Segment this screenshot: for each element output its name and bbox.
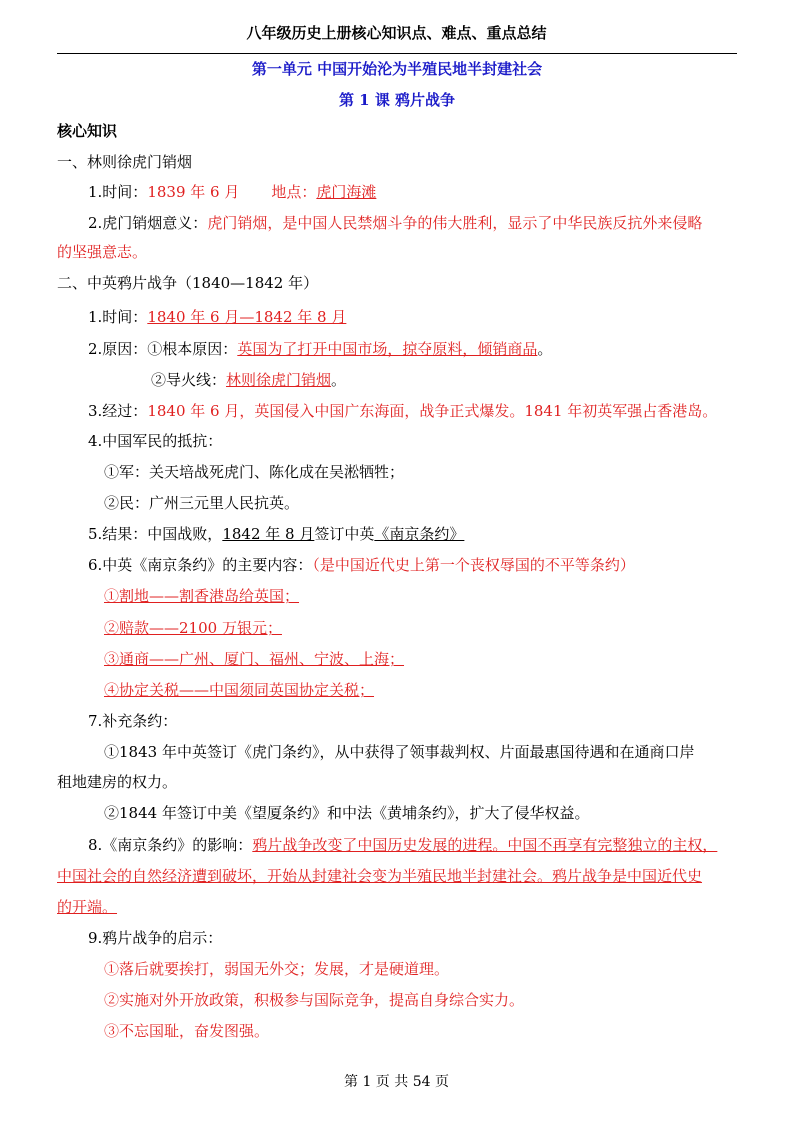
lesson-item-3: ③不忘国耻，奋发图强。 (104, 1022, 270, 1040)
part1-meaning-value-b: 的坚强意志。 (57, 243, 148, 261)
part2-cause-label: 2.原因：①根本原因： (88, 340, 238, 358)
part2-resist-people: ②民：广州三元里人民抗英。 (104, 494, 300, 512)
part1-meaning-label: 2.虎门销烟意义： (88, 214, 208, 232)
part2-result-label: 5.结果：中国战败， (88, 525, 223, 543)
part2-resist-army: ①军：关天培战死虎门、陈化成在吴淞牺牲； (104, 463, 405, 481)
part1-place-label: 地点： (271, 183, 317, 201)
part2-time-line (88, 306, 346, 328)
content-item-3: ③通商——广州、厦门、福州、宁波、上海； (104, 650, 405, 668)
content-item-1: ①割地——割香港岛给英国； (104, 587, 300, 605)
part2-result-mid: 签订中英 (314, 525, 375, 543)
part2-impact-c: 的开端。 (57, 898, 118, 916)
lesson-item-2: ②实施对外开放政策，积极参与国际竞争，提高自身综合实力。 (104, 991, 525, 1009)
part2-result-date: 1842 年 8 月 (222, 525, 315, 543)
part2-content-note: （是中国近代史上第一个丧权辱国的不平等条约） (312, 556, 635, 574)
part2-resist-label: 4.中国军民的抵抗： (88, 432, 223, 450)
part2-content-label: 6.中英《南京条约》的主要内容： (88, 556, 313, 574)
part2-cause-root: 英国为了打开中国市场，掠夺原料，倾销商品 (237, 340, 538, 358)
part2-trigger-label: ②导火线： (151, 371, 227, 389)
part1-time-label: 1.时间： (88, 183, 148, 201)
part2-impact-line (88, 834, 717, 856)
part2-time-label: 1.时间： (88, 308, 148, 326)
content-item-2: ②赔款——2100 万银元； (104, 619, 282, 637)
lesson-item-1: ①落后就要挨打，弱国无外交；发展，才是硬道理。 (104, 960, 450, 978)
lesson-title: 第 1 课 鸦片战争 (338, 91, 456, 109)
part2-time-value: 1840 年 6 月—1842 年 8 月 (147, 308, 347, 326)
content-item-4: ④协定关税——中国须同英国协定关税； (104, 681, 375, 699)
part1-time-line (88, 181, 376, 203)
part1-place-value: 虎门海滩 (316, 183, 377, 201)
section-heading: 核心知识 (57, 122, 118, 140)
part1-time-value: 1839 年 6 月 (147, 183, 240, 201)
part2-impact-b: 中国社会的自然经济遭到破坏，开始从封建社会变为半殖民地半封建社会。鸦片战争是中国近代史 (57, 867, 703, 885)
part2-impact-label: 8.《南京条约》的影响： (88, 836, 253, 854)
part2-supp-2: ②1844 年签订中美《望厦条约》和中法《黄埔条约》，扩大了侵华权益。 (104, 804, 590, 822)
page-footer: 第 1 页 共 54 页 (344, 1074, 449, 1090)
part2-process-line (88, 400, 717, 422)
header-divider (57, 53, 737, 54)
part2-supp-1b: 租地建房的权力。 (57, 773, 178, 791)
part1-meaning-line (88, 212, 702, 234)
header-title: 八年级历史上册核心知识点、难点、重点总结 (246, 24, 547, 42)
part2-trigger-value: 林则徐虎门销烟 (226, 371, 332, 389)
part2-impact-a: 鸦片战争改变了中国历史发展的进程。中国不再享有完整独立的主权， (252, 836, 718, 854)
part2-trigger-end: 。 (331, 371, 347, 389)
part1-heading: 一、林则徐虎门销烟 (57, 153, 193, 171)
part2-supp-1a: ①1843 年中英签订《虎门条约》，从中获得了领事裁判权、片面最惠国待遇和在通商口岸 (104, 743, 695, 761)
part2-cause-root-end: 。 (537, 340, 553, 358)
unit-title: 第一单元 中国开始沦为半殖民地半封建社会 (251, 60, 543, 78)
part2-result-treaty: 《南京条约》 (374, 525, 465, 543)
part1-meaning-value-a: 虎门销烟，是中国人民禁烟斗争的伟大胜利，显示了中华民族反抗外来侵略 (207, 214, 703, 232)
part2-result-line (88, 523, 464, 545)
part2-content-line (88, 554, 635, 576)
part2-process-label: 3.经过： (88, 402, 148, 420)
part2-process-value: 1840 年 6 月，英国侵入中国广东海面，战争正式爆发。1841 年初英军强占香港岛。 (147, 402, 718, 420)
part2-supp-label: 7.补充条约： (88, 712, 178, 730)
part2-heading: 二、中英鸦片战争（1840—1842 年） (57, 274, 319, 292)
part2-lesson-label: 9.鸦片战争的启示： (88, 929, 223, 947)
part2-trigger-line (151, 369, 346, 391)
part2-cause-line (88, 338, 552, 360)
